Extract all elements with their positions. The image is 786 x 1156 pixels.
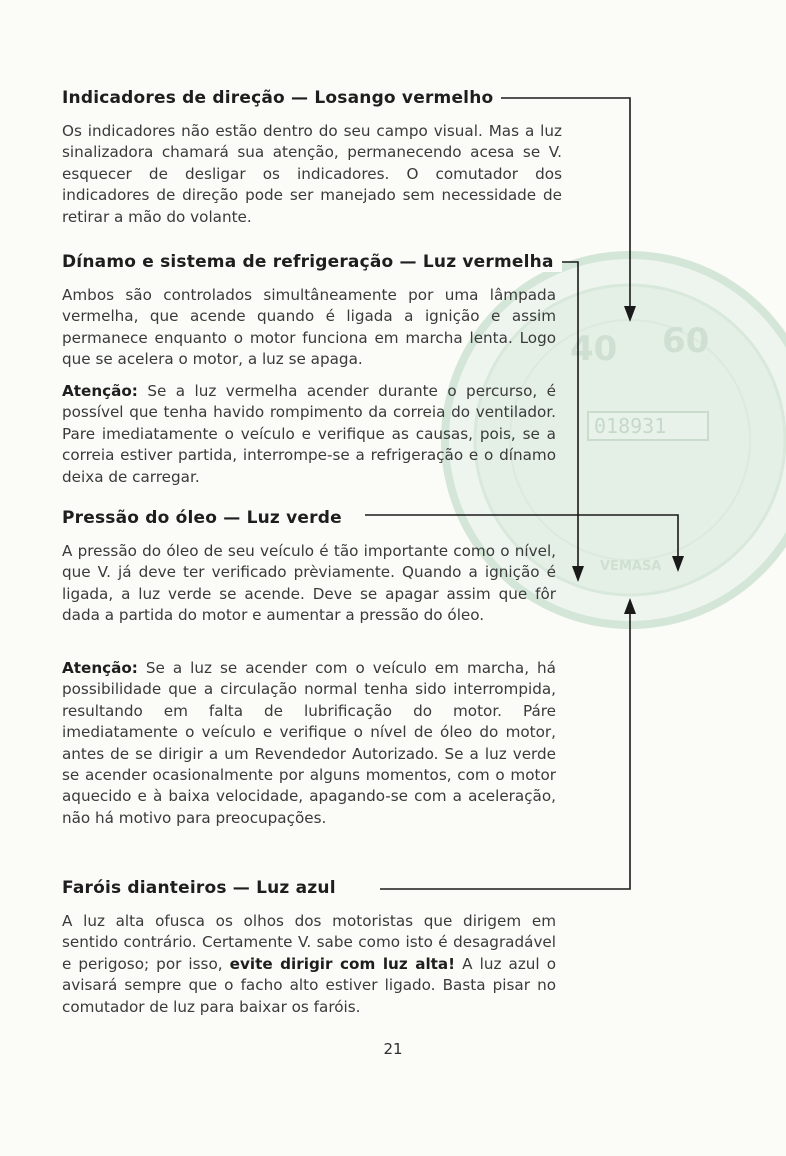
paragraph-oil-pressure: A pressão do óleo de seu veículo é tão importante como o nível, que V. já deve ter verificado prèviamente. Quando a ignição é ligada, a luz verde se acende. Deve se apagar assim que fôr dada a partida do motor e aumentar a pressão do óleo. <box>62 542 556 625</box>
headlights-text-after: A luz azul o avisará sempre que o facho alto estiver ligado. Basta pisar no comutador de luz para baixar os faróis. <box>62 954 557 1016</box>
arrow-down-icon <box>672 556 684 572</box>
speedometer-brand: VEMASA <box>600 559 662 574</box>
note-dynamo <box>62 381 556 488</box>
arrow-down-icon <box>624 306 636 322</box>
speedometer-number-60: 60 <box>662 321 710 361</box>
heading-oil-pressure: Pressão do óleo — Luz verde <box>62 508 350 528</box>
headlights-warning: evite dirigir com luz alta! <box>229 954 456 973</box>
note-text: Se a luz se acender com o veículo em marcha, há possibilidade que a circulação normal tenha sido interrompida, resultando em falta de lubrificação do motor. Páre imediatamente o veículo e verifique o nível de óleo do motor, antes de se dirigir a um Revendedor Autorizado. Se a luz verde se acender ocasionalmente por alguns momentos, com o motor aquecido e à baixa velocidade, apagando-se com a aceleração, não há motivo para preocupações. <box>62 659 556 827</box>
note-label: Atenção: <box>62 659 138 677</box>
note-label: Atenção: <box>62 382 138 400</box>
heading-turn-signals: Indicadores de direção — Losango vermelho <box>62 88 501 108</box>
paragraph-dynamo: Ambos são controlados simultâneamente por uma lâmpada vermelha, que acende quando é ligada a ignição e assim permanece enquanto o motor funciona em marcha lenta. Logo que se acelera o motor, a luz se apaga. <box>62 286 556 369</box>
headlights-text-before: A luz alta ofusca os olhos dos motoristas que dirigem em sentido contrário. Certamente V. sabe como isto é desagradável e perigoso; por isso, <box>62 912 556 973</box>
speedometer-number-40: 40 <box>570 329 618 369</box>
note-oil-pressure <box>62 658 556 829</box>
connector-line-dynamo <box>560 262 578 570</box>
heading-headlights: Faróis dianteiros — Luz azul <box>62 878 344 898</box>
paragraph-turn-signals: Os indicadores não estão dentro do seu campo visual. Mas a luz sinalizadora chamará sua atenção, permanecendo acesa se V. esquecer de desligar os indicadores. O comutador dos indicadores de direção pode ser manejado sem necessidade de retirar a mão do volante. <box>62 122 562 226</box>
arrow-up-icon <box>624 598 636 614</box>
heading-dynamo: Dínamo e sistema de refrigeração — Luz vermelha <box>62 252 562 272</box>
note-text: Se a luz vermelha acender durante o percurso, é possível que tenha havido rompimento da correia do ventilador. Pare imediatamente o veículo e verifique as causas, pois, se a correia estiver partida, interrompe-se a refrigeração e o dínamo deixa de carregar. <box>62 382 556 486</box>
page-number: 21 <box>383 1040 403 1058</box>
odometer-digits: 018931 <box>594 414 667 438</box>
arrow-down-icon <box>572 566 584 582</box>
paragraph-headlights <box>62 911 556 1018</box>
